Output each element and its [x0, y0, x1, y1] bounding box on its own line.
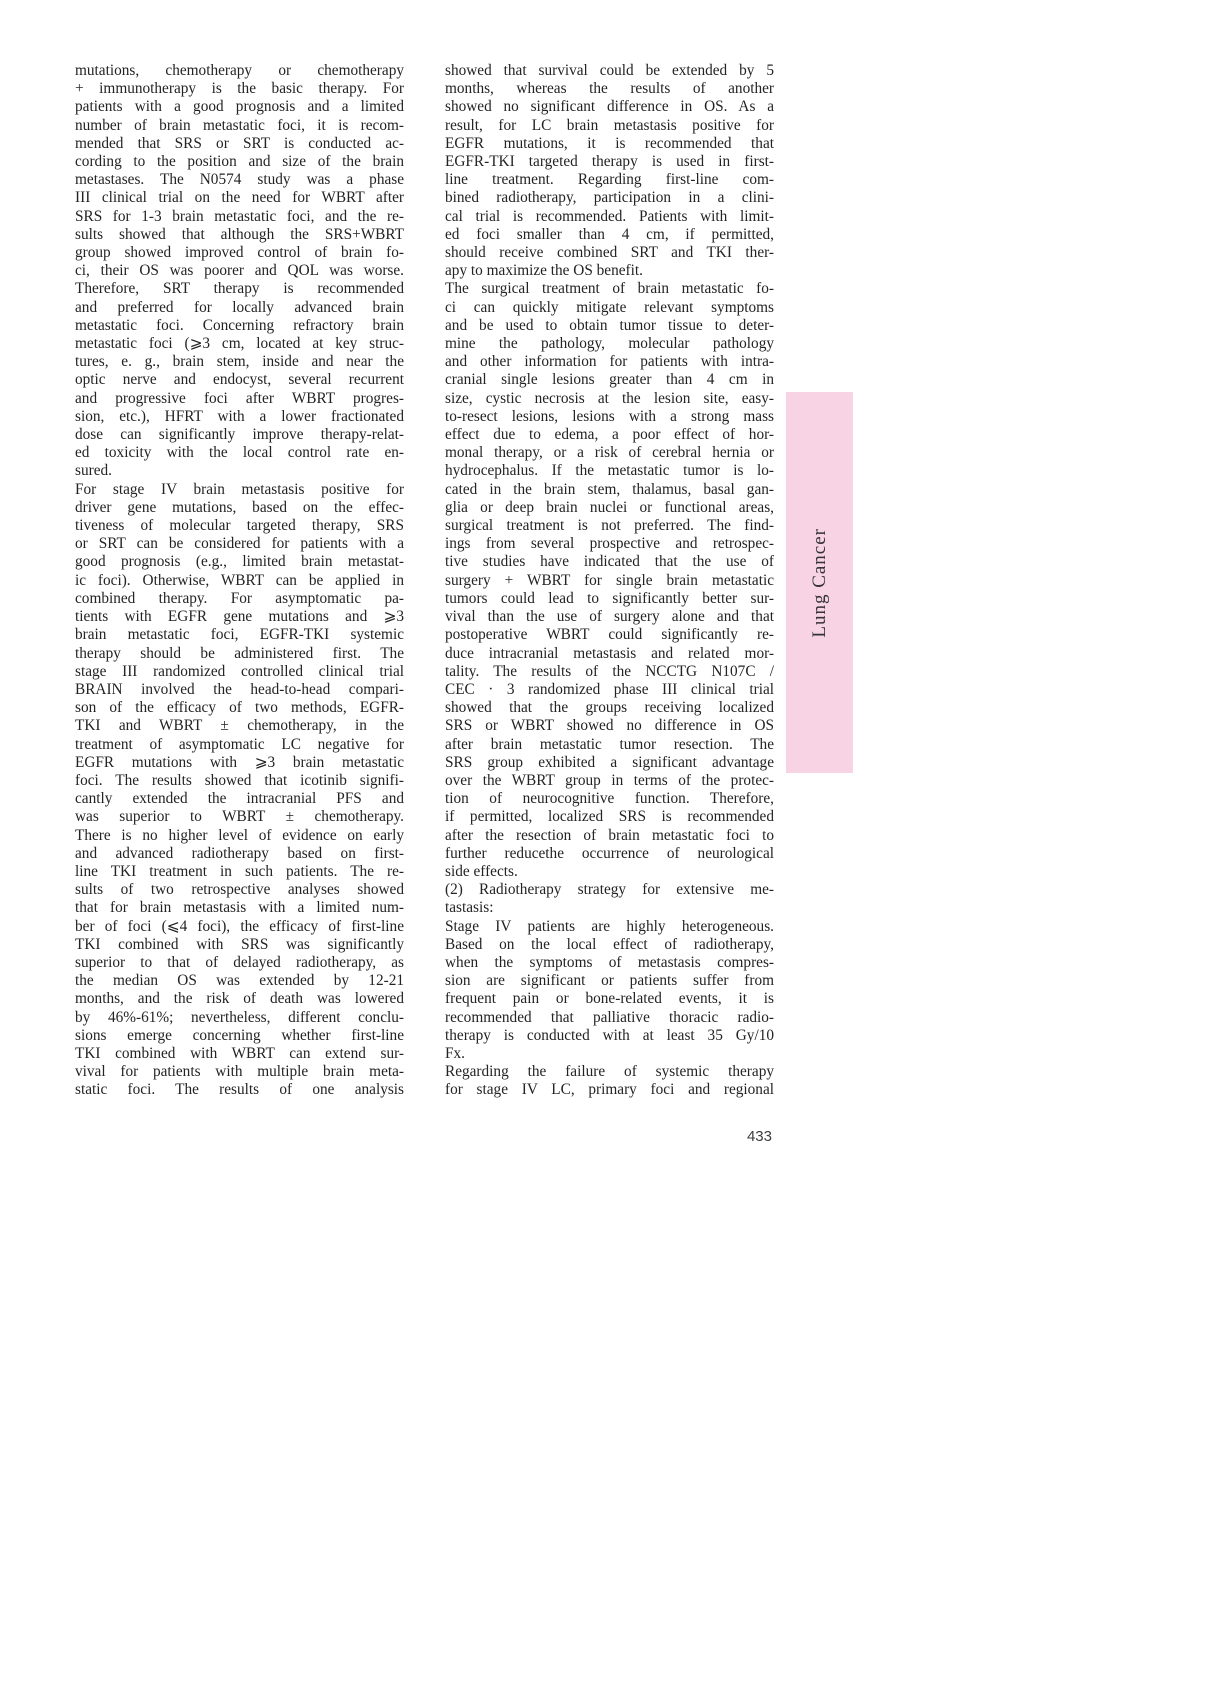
text-line: ber of foci (⩽4 foci), the efficacy of first-line	[75, 917, 404, 935]
text-line: dose can significantly improve therapy-relat-	[75, 426, 404, 444]
text-line: bined radiotherapy, participation in a clini-	[445, 189, 774, 207]
text-line: result, for LC brain metastasis positive for	[445, 116, 774, 134]
text-line: ed foci smaller than 4 cm, if permitted,	[445, 225, 774, 243]
text-line: metastases. The N0574 study was a phase	[75, 171, 404, 189]
text-line: TKI combined with SRS was significantly	[75, 935, 404, 953]
text-line: sults of two retrospective analyses showed	[75, 881, 404, 899]
text-line: duce intracranial metastasis and related mor-	[445, 644, 774, 662]
text-line: therapy is conducted with at least 35 Gy/10	[445, 1026, 774, 1044]
text-line: combined therapy. For asymptomatic pa-	[75, 589, 404, 607]
text-line: EGFR-TKI targeted therapy is used in first-	[445, 153, 774, 171]
text-line: The surgical treatment of brain metastatic fo-	[445, 280, 774, 298]
text-line: tients with EGFR gene mutations and ⩾3	[75, 608, 404, 626]
text-line: patients with a good prognosis and a limited	[75, 98, 404, 116]
text-line: after the resection of brain metastatic foci to	[445, 826, 774, 844]
text-line: TKI and WBRT ± chemotherapy, in the	[75, 717, 404, 735]
text-line: mine the pathology, molecular pathology	[445, 335, 774, 353]
text-line: static foci. The results of one analysis	[75, 1081, 404, 1099]
text-line: driver gene mutations, based on the effec-	[75, 498, 404, 516]
text-line: months, and the risk of death was lowered	[75, 990, 404, 1008]
text-line: stage III randomized controlled clinical trial	[75, 662, 404, 680]
text-line: EGFR mutations with ⩾3 brain metastatic	[75, 753, 404, 771]
text-line: the median OS was extended by 12-21	[75, 972, 404, 990]
text-line: (2) Radiotherapy strategy for extensive me-	[445, 881, 774, 899]
text-line: ed toxicity with the local control rate en-	[75, 444, 404, 462]
text-line: cal trial is recommended. Patients with limit-	[445, 207, 774, 225]
text-line: side effects.	[445, 862, 518, 880]
text-line: CEC · 3 randomized phase III clinical trial	[445, 680, 774, 698]
text-line: Fx.	[445, 1044, 465, 1062]
text-line: vival than the use of surgery alone and that	[445, 608, 774, 626]
text-line: ci can quickly mitigate relevant symptoms	[445, 298, 774, 316]
text-line: Stage IV patients are highly heterogeneous.	[445, 917, 774, 935]
text-line: ings from several prospective and retrospec-	[445, 535, 774, 553]
text-line: was superior to WBRT ± chemotherapy.	[75, 808, 404, 826]
text-line: tiveness of molecular targeted therapy, SRS	[75, 517, 404, 535]
text-line: + immunotherapy is the basic therapy. For	[75, 80, 404, 98]
text-line: tastasis:	[445, 899, 494, 917]
text-line: good prognosis (e.g., limited brain metastat-	[75, 553, 404, 571]
text-line: for stage IV LC, primary foci and regional	[445, 1081, 774, 1099]
text-line: surgical treatment is not preferred. The find-	[445, 517, 774, 535]
text-line: SRS group exhibited a significant advantage	[445, 753, 774, 771]
text-line: if permitted, localized SRS is recommended	[445, 808, 774, 826]
text-line: ci, their OS was poorer and QOL was worse.	[75, 262, 404, 280]
text-line: to-resect lesions, lesions with a strong mass	[445, 407, 774, 425]
text-line: recommended that palliative thoracic radio-	[445, 1008, 774, 1026]
text-line: number of brain metastatic foci, it is recom-	[75, 116, 404, 134]
text-line: monal therapy, or a risk of cerebral hernia or	[445, 444, 774, 462]
text-line: apy to maximize the OS benefit.	[445, 262, 643, 280]
text-line: tality. The results of the NCCTG N107C /	[445, 662, 774, 680]
text-line: III clinical trial on the need for WBRT after	[75, 189, 404, 207]
text-line: when the symptoms of metastasis compres-	[445, 953, 774, 971]
text-line: should receive combined SRT and TKI ther-	[445, 244, 774, 262]
text-line: hydrocephalus. If the metastatic tumor is lo-	[445, 462, 774, 480]
chapter-tab-label: Lung Cancer	[808, 527, 830, 638]
text-line: Regarding the failure of systemic therapy	[445, 1063, 774, 1081]
text-line: Based on the local effect of radiotherapy,	[445, 935, 774, 953]
text-line: sions emerge concerning whether first-line	[75, 1026, 404, 1044]
text-line: SRS or WBRT showed no difference in OS	[445, 717, 774, 735]
page-number: 433	[746, 1128, 772, 1145]
text-line: by 46%-61%; nevertheless, different conclu-	[75, 1008, 404, 1026]
text-line: vival for patients with multiple brain meta-	[75, 1063, 404, 1081]
text-line: or SRT can be considered for patients with a	[75, 535, 404, 553]
text-line: cording to the position and size of the brain	[75, 153, 404, 171]
text-line: cantly extended the intracranial PFS and	[75, 790, 404, 808]
text-line: TKI combined with WBRT can extend sur-	[75, 1044, 404, 1062]
text-line: over the WBRT group in terms of the protec-	[445, 771, 774, 789]
text-line: glia or deep brain nuclei or functional areas,	[445, 498, 774, 516]
text-line: showed that survival could be extended by 5	[445, 62, 774, 79]
text-line: group showed improved control of brain fo-	[75, 244, 404, 262]
text-line: SRS for 1-3 brain metastatic foci, and the re-	[75, 207, 404, 225]
text-line: and other information for patients with intra-	[445, 353, 774, 371]
text-line: surgery + WBRT for single brain metastatic	[445, 571, 774, 589]
text-line: There is no higher level of evidence on early	[75, 826, 404, 844]
text-line: line TKI treatment in such patients. The re-	[75, 862, 404, 880]
text-line: ic foci). Otherwise, WBRT can be applied in	[75, 571, 404, 589]
text-line: sion, etc.), HFRT with a lower fractionated	[75, 407, 404, 425]
text-line: mended that SRS or SRT is conducted ac-	[75, 134, 404, 152]
text-line: cated in the brain stem, thalamus, basal gan-	[445, 480, 774, 498]
text-line: tumors could lead to significantly better sur-	[445, 589, 774, 607]
text-line: showed that the groups receiving localized	[445, 699, 774, 717]
text-line: and preferred for locally advanced brain	[75, 298, 404, 316]
right-text-column	[445, 62, 774, 1100]
text-line: cranial single lesions greater than 4 cm in	[445, 371, 774, 389]
text-line: mutations, chemotherapy or chemotherapy	[75, 62, 404, 79]
text-line: metastatic foci (⩾3 cm, located at key struc-	[75, 335, 404, 353]
text-line: treatment of asymptomatic LC negative for	[75, 735, 404, 753]
text-line: tures, e. g., brain stem, inside and near the	[75, 353, 404, 371]
text-line: therapy should be administered first. The	[75, 644, 404, 662]
text-line: postoperative WBRT could significantly re-	[445, 626, 774, 644]
text-line: line treatment. Regarding first-line com-	[445, 171, 774, 189]
text-line: optic nerve and endocyst, several recurrent	[75, 371, 404, 389]
text-line: after brain metastatic tumor resection. The	[445, 735, 774, 753]
text-line: son of the efficacy of two methods, EGFR-	[75, 699, 404, 717]
text-line: EGFR mutations, it is recommended that	[445, 134, 774, 152]
text-line: sured.	[75, 462, 112, 480]
text-line: BRAIN involved the head-to-head compari-	[75, 680, 404, 698]
text-line: size, cystic necrosis at the lesion site, easy-	[445, 389, 774, 407]
text-line: tion of neurocognitive function. Therefore,	[445, 790, 774, 808]
chapter-tab	[786, 392, 853, 773]
text-line: superior to that of delayed radiotherapy, as	[75, 953, 404, 971]
text-line: effect due to edema, a poor effect of hor-	[445, 426, 774, 444]
text-line: foci. The results showed that icotinib signifi-	[75, 771, 404, 789]
text-line: showed no significant difference in OS. As a	[445, 98, 774, 116]
text-line: For stage IV brain metastasis positive for	[75, 480, 404, 498]
text-line: and be used to obtain tumor tissue to deter-	[445, 316, 774, 334]
text-line: tive studies have indicated that the use of	[445, 553, 774, 571]
left-text-column	[75, 62, 404, 1100]
text-line: sion are significant or patients suffer from	[445, 972, 774, 990]
text-line: frequent pain or bone-related events, it is	[445, 990, 774, 1008]
text-line: sults showed that although the SRS+WBRT	[75, 225, 404, 243]
text-line: and advanced radiotherapy based on first-	[75, 844, 404, 862]
text-line: months, whereas the results of another	[445, 80, 774, 98]
text-line: Therefore, SRT therapy is recommended	[75, 280, 404, 298]
text-line: brain metastatic foci, EGFR-TKI systemic	[75, 626, 404, 644]
text-line: and progressive foci after WBRT progres-	[75, 389, 404, 407]
text-line: further reducethe occurrence of neurological	[445, 844, 774, 862]
text-line: metastatic foci. Concerning refractory brain	[75, 316, 404, 334]
text-line: that for brain metastasis with a limited num-	[75, 899, 404, 917]
